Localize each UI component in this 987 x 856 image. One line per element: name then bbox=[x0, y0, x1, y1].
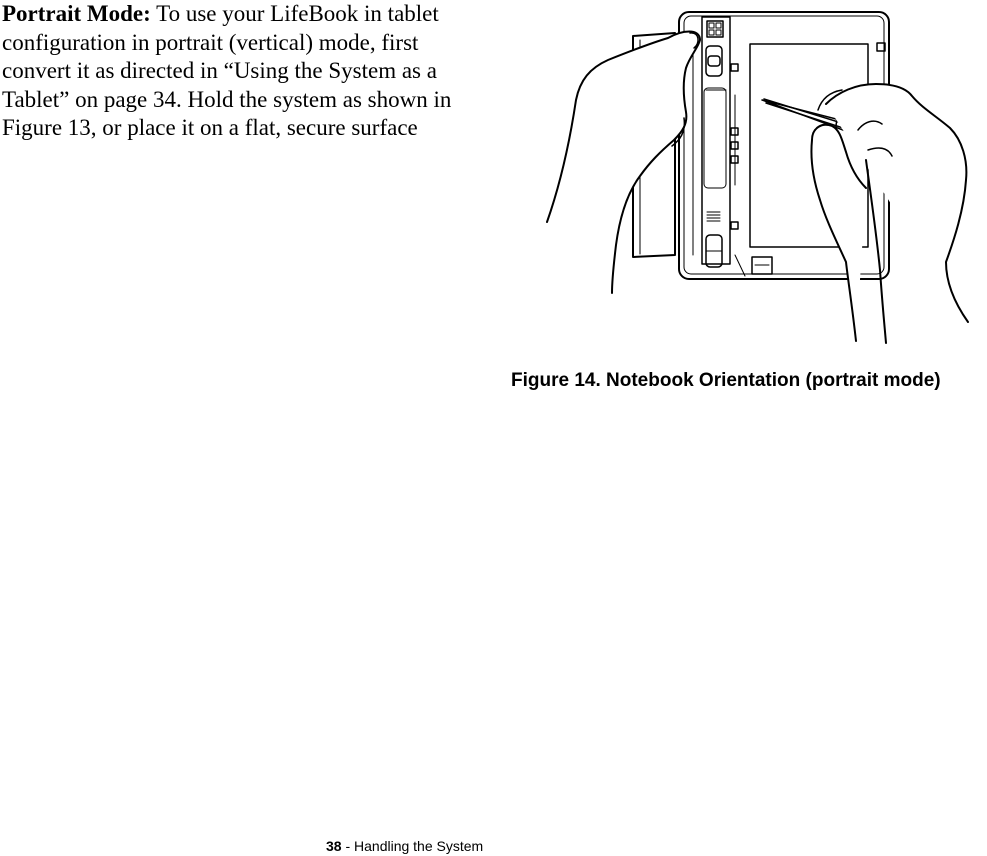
notebook-portrait-illustration bbox=[540, 6, 980, 351]
portrait-mode-heading: Portrait Mode: bbox=[2, 1, 151, 26]
page-number: 38 bbox=[326, 838, 342, 854]
figure-caption: Figure 14. Notebook Orientation (portrait mode) bbox=[511, 370, 941, 391]
body-paragraph-text: To use your LifeBook in tablet configuration in portrait (vertical) mode, first convert it as directed in “Using the System as a Tablet” on page 34. Hold the system as shown in Figure 13, or place it on a flat, secure surface bbox=[2, 1, 452, 140]
body-paragraph bbox=[2, 0, 480, 143]
footer-section-title: - Handling the System bbox=[341, 838, 484, 854]
page-footer bbox=[326, 838, 483, 854]
